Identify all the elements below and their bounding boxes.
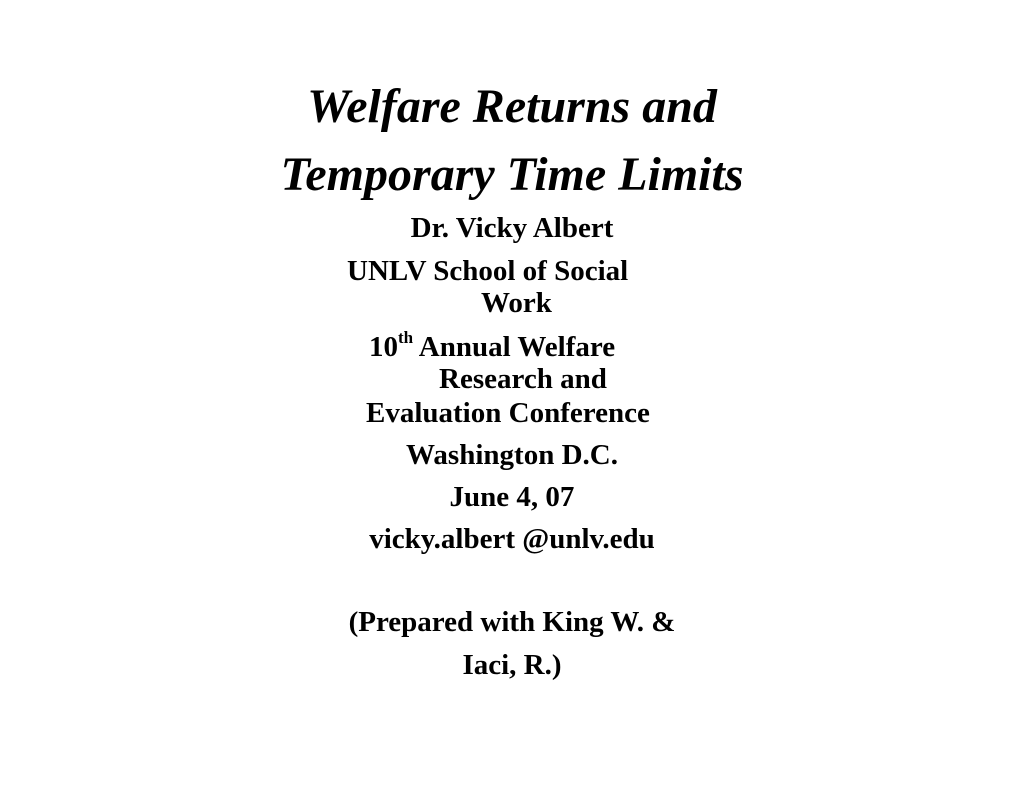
affiliation-line-2: Work [481, 287, 552, 319]
slide-title-line-2: Temporary Time Limits [280, 148, 744, 201]
prepared-with-line-2: Iaci, R.) [462, 649, 562, 681]
slide-title-line-1: Welfare Returns and [307, 80, 717, 133]
conference-ordinal-suffix: th [398, 328, 414, 348]
conference-ordinal-number: 10 [369, 331, 398, 363]
affiliation-line-1: UNLV School of Social [347, 255, 629, 287]
conference-line-1 [369, 330, 615, 364]
location: Washington D.C. [406, 439, 618, 471]
email-address: vicky.albert @unlv.edu [369, 523, 655, 555]
prepared-with-line-1: (Prepared with King W. & [348, 606, 676, 638]
conference-line-2: Research and [439, 363, 607, 395]
conference-line-1-rest: Annual Welfare [413, 331, 616, 363]
conference-line-3: Evaluation Conference [366, 397, 650, 429]
date: June 4, 07 [449, 481, 575, 513]
author-name: Dr. Vicky Albert [410, 212, 614, 244]
